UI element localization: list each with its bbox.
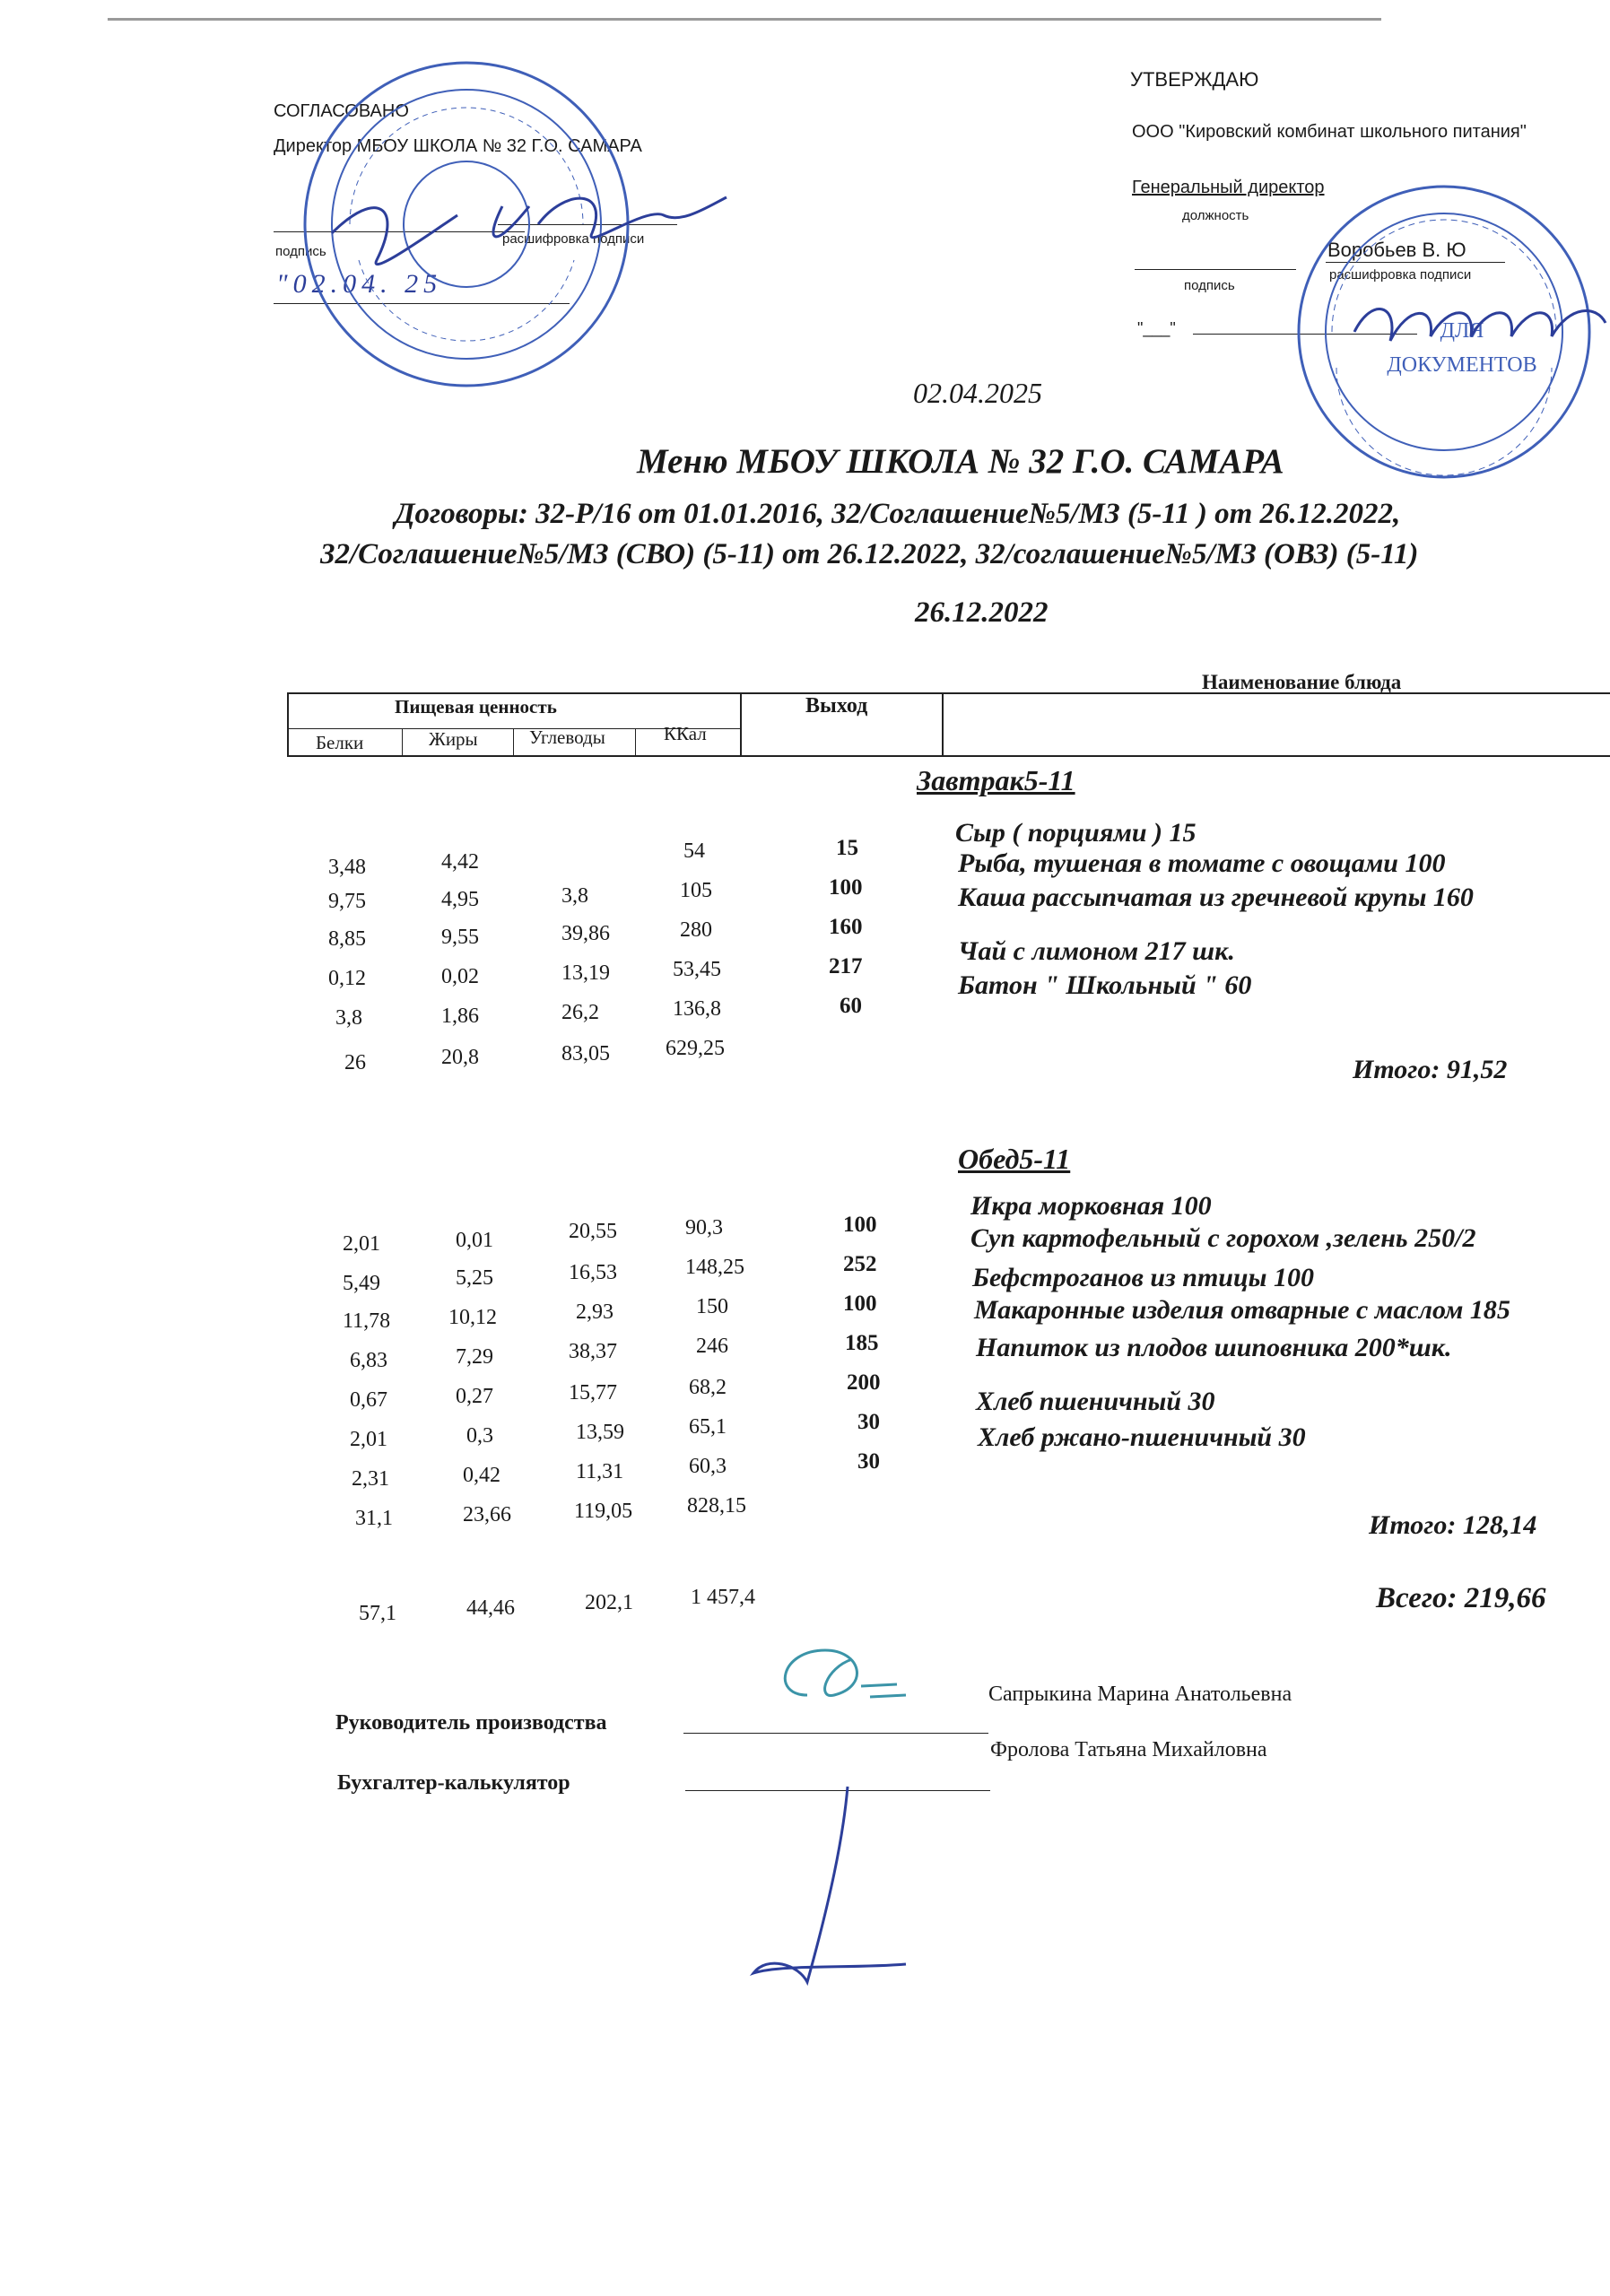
- menu-date: 02.04.2025: [913, 377, 1042, 409]
- header-output: Выход: [805, 694, 868, 718]
- approval-right-name: Воробьев В. Ю: [1327, 239, 1466, 261]
- dish-cell: Батон " Школьный " 60: [958, 970, 1252, 1000]
- kcal-cell: 280: [680, 918, 712, 942]
- output-cell: 30: [857, 1449, 880, 1474]
- production-head-sign-line: [683, 1733, 988, 1734]
- scan-top-edge: [108, 18, 1381, 21]
- table-divider-kcal: [635, 728, 636, 757]
- fat-cell: 7,29: [456, 1345, 493, 1369]
- sum-fat: 23,66: [463, 1503, 511, 1526]
- grand-kcal: 1 457,4: [691, 1586, 755, 1609]
- fat-cell: 0,3: [466, 1424, 493, 1448]
- fat-cell: 0,42: [463, 1464, 500, 1487]
- fat-cell: 1,86: [441, 1004, 479, 1028]
- output-cell: 100: [843, 1213, 877, 1237]
- dish-cell: Суп картофельный с горохом ,зелень 250/2: [970, 1223, 1476, 1253]
- sum-kcal: 828,15: [687, 1494, 746, 1518]
- header-dish-name: Наименование блюда: [1202, 671, 1402, 693]
- output-cell: 160: [829, 915, 863, 939]
- table-left-border: [287, 692, 289, 757]
- accountant-name: Фролова Татьяна Михайловна: [990, 1738, 1267, 1761]
- fat-cell: 5,25: [456, 1266, 493, 1290]
- kcal-cell: 105: [680, 879, 712, 902]
- sum-protein: 31,1: [355, 1507, 393, 1530]
- approval-right-sign-caption: подпись: [1184, 278, 1235, 293]
- breakfast-section-title: Завтрак5-11: [917, 764, 1075, 796]
- approval-right-organization: ООО "Кировский комбинат школьного питания": [1132, 122, 1527, 142]
- sum-kcal: 629,25: [666, 1037, 725, 1060]
- carbs-cell: 11,31: [576, 1460, 624, 1483]
- table-bottom-border: [287, 755, 1610, 757]
- lunch-section-title: Обед5-11: [958, 1143, 1071, 1175]
- kcal-cell: 136,8: [673, 997, 721, 1021]
- dish-cell: Икра морковная 100: [970, 1191, 1212, 1221]
- menu-title: Меню МБОУ ШКОЛА № 32 Г.О. САМАРА: [637, 442, 1284, 481]
- dish-cell: Сыр ( порциями ) 15: [955, 818, 1197, 848]
- output-cell: 100: [829, 875, 863, 900]
- contracts-line-3: 26.12.2022: [915, 596, 1049, 629]
- production-head-signature: [771, 1632, 933, 1722]
- dish-cell: Рыба, тушеная в томате с овощами 100: [958, 848, 1446, 878]
- grand-protein: 57,1: [359, 1602, 396, 1625]
- sum-protein: 26: [344, 1051, 366, 1074]
- carbs-cell: 26,2: [561, 1001, 599, 1024]
- table-divider-fat: [402, 728, 403, 757]
- lunch-total: Итого: 128,14: [1369, 1510, 1537, 1540]
- kcal-cell: 150: [696, 1295, 728, 1318]
- approval-left-position: Директор МБОУ ШКОЛА № 32 Г.О. САМАРА: [274, 136, 642, 156]
- approval-right-decode-caption: расшифровка подписи: [1329, 267, 1472, 283]
- company-stamp-center-text: ДЛЯ ДОКУМЕНТОВ: [1387, 319, 1537, 377]
- fat-cell: 4,42: [441, 850, 479, 874]
- contracts-line-1: Договоры: 32-Р/16 от 01.01.2016, 32/Соглашение№5/МЗ (5-11 ) от 26.12.2022,: [395, 498, 1401, 530]
- accountant-signature: [744, 1785, 924, 2000]
- fat-cell: 4,95: [441, 888, 479, 911]
- approval-right-date: "___": [1137, 319, 1176, 337]
- fat-cell: 0,27: [456, 1385, 493, 1408]
- kcal-cell: 60,3: [689, 1455, 727, 1478]
- accountant-label: Бухгалтер-калькулятор: [337, 1771, 570, 1795]
- sum-carbs: 83,05: [561, 1042, 610, 1065]
- output-cell: 100: [843, 1292, 877, 1316]
- kcal-cell: 65,1: [689, 1415, 727, 1439]
- kcal-cell: 54: [683, 839, 705, 863]
- sum-carbs: 119,05: [574, 1500, 633, 1523]
- header-fat: Жиры: [429, 728, 478, 750]
- approval-right-position-caption: должность: [1182, 208, 1249, 223]
- kcal-cell: 90,3: [685, 1216, 723, 1239]
- protein-cell: 11,78: [343, 1309, 391, 1333]
- contracts-line-2: 32/Соглашение№5/МЗ (СВО) (5-11) от 26.12.2022, 32/соглашение№5/МЗ (ОВЗ) (5-11): [320, 538, 1419, 570]
- director-signature: [323, 152, 735, 296]
- protein-cell: 6,83: [350, 1349, 387, 1372]
- output-cell: 217: [829, 954, 863, 978]
- fat-cell: 0,01: [456, 1229, 493, 1252]
- grand-total: Всего: 219,66: [1376, 1582, 1546, 1614]
- output-cell: 200: [847, 1370, 881, 1395]
- fat-cell: 9,55: [441, 926, 479, 949]
- carbs-cell: 13,19: [561, 961, 610, 985]
- protein-cell: 2,01: [343, 1232, 380, 1256]
- carbs-cell: 3,8: [561, 884, 588, 908]
- protein-cell: 3,8: [335, 1006, 362, 1030]
- header-protein: Белки: [316, 732, 364, 753]
- carbs-cell: 38,37: [569, 1340, 617, 1363]
- kcal-cell: 246: [696, 1335, 728, 1358]
- header-carbs: Углеводы: [529, 726, 605, 748]
- protein-cell: 9,75: [328, 890, 366, 913]
- production-head-label: Руководитель производства: [335, 1711, 607, 1735]
- protein-cell: 2,01: [350, 1428, 387, 1451]
- output-cell: 252: [843, 1252, 877, 1276]
- approval-right-position: Генеральный директор: [1132, 178, 1325, 197]
- protein-cell: 0,12: [328, 967, 366, 990]
- table-divider-carbs: [513, 728, 514, 757]
- dish-cell: Макаронные изделия отварные с маслом 185: [974, 1295, 1510, 1325]
- kcal-cell: 148,25: [685, 1256, 744, 1279]
- approval-right-sign-line: [1135, 269, 1296, 270]
- carbs-cell: 39,86: [561, 922, 610, 945]
- approval-left-date: "02.04. 25: [276, 269, 443, 299]
- breakfast-total: Итого: 91,52: [1353, 1055, 1508, 1084]
- dish-cell: Напиток из плодов шиповника 200*шк.: [976, 1333, 1452, 1362]
- carbs-cell: 20,55: [569, 1220, 617, 1243]
- approval-right-title: УТВЕРЖДАЮ: [1130, 68, 1259, 91]
- header-nutrition: Пищевая ценность: [395, 696, 557, 718]
- table-divider-nutrition: [740, 692, 742, 757]
- protein-cell: 3,48: [328, 856, 366, 879]
- fat-cell: 0,02: [441, 965, 479, 988]
- dish-cell: Чай с лимоном 217 шк.: [958, 936, 1235, 966]
- output-cell: 15: [836, 836, 858, 860]
- kcal-cell: 68,2: [689, 1376, 727, 1399]
- protein-cell: 2,31: [352, 1467, 389, 1491]
- carbs-cell: 15,77: [569, 1381, 617, 1405]
- output-cell: 30: [857, 1410, 880, 1434]
- dish-cell: Хлеб пшеничный 30: [976, 1387, 1215, 1416]
- grand-carbs: 202,1: [585, 1591, 633, 1614]
- production-head-name: Сапрыкина Марина Анатольевна: [988, 1683, 1292, 1706]
- kcal-cell: 53,45: [673, 958, 721, 981]
- header-kcal: ККал: [664, 723, 707, 744]
- protein-cell: 5,49: [343, 1272, 380, 1295]
- dish-cell: Каша рассыпчатая из гречневой крупы 160: [958, 883, 1474, 912]
- carbs-cell: 13,59: [576, 1421, 624, 1444]
- sum-fat: 20,8: [441, 1046, 479, 1069]
- table-top-border: [287, 692, 1610, 694]
- dish-cell: Хлеб ржано-пшеничный 30: [978, 1422, 1306, 1452]
- approval-left-decode-caption: расшифровка подписи: [502, 231, 645, 247]
- fat-cell: 10,12: [448, 1306, 497, 1329]
- grand-fat: 44,46: [466, 1596, 515, 1620]
- carbs-cell: 16,53: [569, 1261, 617, 1284]
- director-general-signature: [1345, 287, 1610, 377]
- output-cell: 60: [840, 994, 862, 1018]
- protein-cell: 0,67: [350, 1388, 387, 1412]
- dish-cell: Бефстроганов из птицы 100: [972, 1263, 1314, 1292]
- table-divider-output: [942, 692, 944, 757]
- carbs-cell: 2,93: [576, 1300, 614, 1324]
- output-cell: 185: [845, 1331, 879, 1355]
- protein-cell: 8,85: [328, 927, 366, 951]
- approval-left-title: СОГЛАСОВАНО: [274, 101, 409, 121]
- approval-left-sign-caption: подпись: [275, 244, 326, 259]
